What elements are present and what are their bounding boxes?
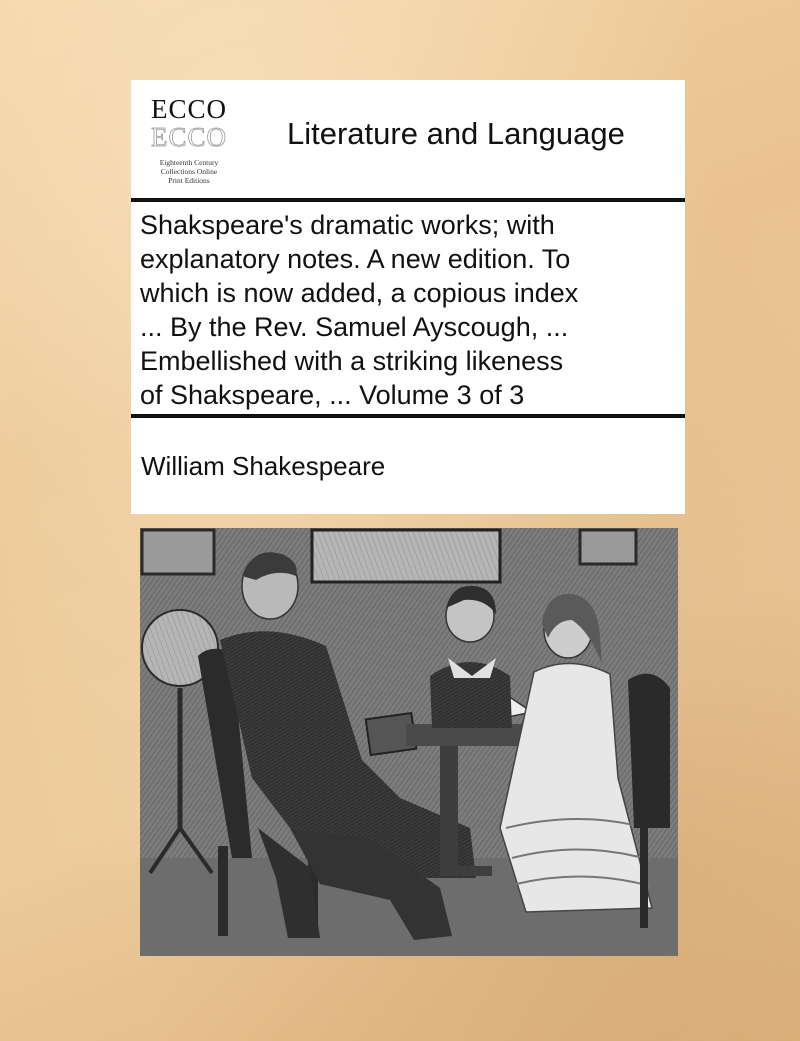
logo-caption bbox=[143, 158, 235, 185]
cover-illustration bbox=[140, 528, 678, 956]
author-name: William Shakespeare bbox=[141, 451, 386, 481]
logo-mark-reflection: ECCO bbox=[150, 122, 227, 152]
book-title-line: Shakspeare's dramatic works; with bbox=[140, 210, 555, 240]
logo-caption-line: Collections Online bbox=[160, 167, 218, 176]
ecco-logo bbox=[143, 94, 235, 186]
series-title: Literature and Language bbox=[287, 116, 625, 151]
engraving-reading-scene bbox=[140, 528, 678, 956]
book-title-line: of Shakspeare, ... Volume 3 of 3 bbox=[140, 380, 525, 410]
book-title-line: explanatory notes. A new edition. To bbox=[140, 244, 571, 274]
logo-caption-line: Print Editions bbox=[168, 176, 210, 185]
book-title-line: ... By the Rev. Samuel Ayscough, ... bbox=[140, 312, 569, 342]
logo-caption-line: Eighteenth Century bbox=[159, 158, 219, 167]
logo-mark: ECCO bbox=[150, 94, 227, 124]
book-title-line: which is now added, a copious index bbox=[140, 278, 579, 308]
book-title bbox=[140, 208, 680, 412]
header-panel bbox=[131, 80, 685, 198]
title-panel bbox=[131, 202, 685, 414]
book-title-line: Embellished with a striking likeness bbox=[140, 346, 564, 376]
author-panel bbox=[131, 418, 685, 514]
